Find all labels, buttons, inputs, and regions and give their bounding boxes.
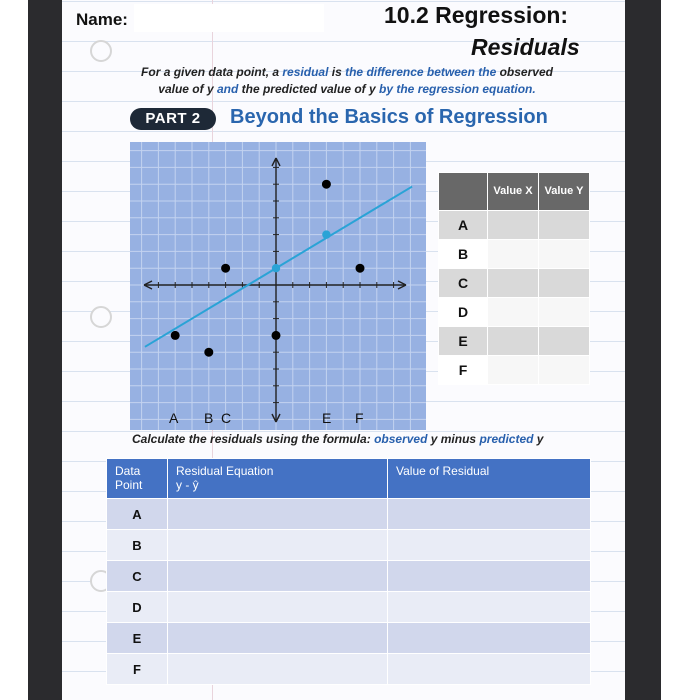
row-label: F bbox=[439, 356, 488, 385]
residual-value-cell[interactable] bbox=[388, 561, 591, 592]
x-value-cell[interactable] bbox=[488, 269, 539, 298]
coordinate-row bbox=[439, 269, 590, 298]
residual-row bbox=[107, 592, 591, 623]
row-label: D bbox=[107, 592, 168, 623]
binder-hole-top bbox=[90, 40, 112, 62]
value-y-header: Value Y bbox=[539, 173, 590, 211]
row-label: C bbox=[439, 269, 488, 298]
value-x-header: Value X bbox=[488, 173, 539, 211]
point-letter-e: E bbox=[322, 410, 332, 426]
residual-value-cell[interactable] bbox=[388, 499, 591, 530]
residual-value-cell[interactable] bbox=[388, 623, 591, 654]
worksheet-title: 10.2 Regression: bbox=[384, 2, 569, 28]
y-value-cell[interactable] bbox=[539, 211, 590, 240]
section-title: Beyond the Basics of Regression bbox=[230, 106, 548, 128]
x-value-cell[interactable] bbox=[488, 211, 539, 240]
row-label: D bbox=[439, 298, 488, 327]
equation-cell[interactable] bbox=[168, 623, 388, 654]
point-letter-f: F bbox=[355, 410, 364, 426]
y-value-cell[interactable] bbox=[539, 327, 590, 356]
data-point bbox=[171, 331, 180, 340]
row-label: C bbox=[107, 561, 168, 592]
residual-row bbox=[107, 499, 591, 530]
residual-row bbox=[107, 654, 591, 685]
residual-equation-header: Residual Equation y - ŷ bbox=[168, 459, 388, 499]
residual-value-cell[interactable] bbox=[388, 654, 591, 685]
data-point bbox=[356, 264, 365, 273]
worksheet-subtitle: Residuals bbox=[471, 34, 580, 60]
data-point bbox=[272, 331, 281, 340]
x-value-cell[interactable] bbox=[488, 298, 539, 327]
regression-line-point bbox=[272, 264, 280, 272]
row-label: A bbox=[107, 499, 168, 530]
device-bezel-right bbox=[625, 0, 661, 700]
coordinate-row bbox=[439, 240, 590, 269]
frame-left bbox=[0, 0, 28, 700]
row-label: B bbox=[439, 240, 488, 269]
y-value-cell[interactable] bbox=[539, 240, 590, 269]
row-label: B bbox=[107, 530, 168, 561]
equation-cell[interactable] bbox=[168, 530, 388, 561]
residual-row bbox=[107, 623, 591, 654]
row-label: F bbox=[107, 654, 168, 685]
y-value-cell[interactable] bbox=[539, 269, 590, 298]
residual-value-cell[interactable] bbox=[388, 530, 591, 561]
equation-cell[interactable] bbox=[168, 654, 388, 685]
equation-cell[interactable] bbox=[168, 561, 388, 592]
residual-value-header: Value of Residual bbox=[388, 459, 591, 499]
data-point-header: Data Point bbox=[107, 459, 168, 499]
data-point bbox=[322, 180, 331, 189]
x-value-cell[interactable] bbox=[488, 356, 539, 385]
frame-right bbox=[661, 0, 685, 700]
residual-row bbox=[107, 561, 591, 592]
part-badge: PART 2 bbox=[130, 108, 216, 130]
coordinate-row bbox=[439, 211, 590, 240]
name-field[interactable] bbox=[134, 4, 324, 32]
residual-instruction: Calculate the residuals using the formula: observed y minus predicted y bbox=[132, 432, 544, 446]
coordinate-row bbox=[439, 327, 590, 356]
point-letter-c: C bbox=[221, 410, 232, 426]
residual-definition: For a given data point, a residual is the difference between the observed value of y and the predicted value of y by the regression equation. bbox=[141, 65, 553, 96]
equation-cell[interactable] bbox=[168, 592, 388, 623]
row-label: E bbox=[107, 623, 168, 654]
coordinate-table bbox=[438, 172, 590, 385]
data-point bbox=[204, 348, 213, 357]
residual-table bbox=[106, 458, 591, 685]
coordinate-row bbox=[439, 356, 590, 385]
row-label: E bbox=[439, 327, 488, 356]
x-value-cell[interactable] bbox=[488, 327, 539, 356]
graph-background bbox=[130, 142, 426, 430]
equation-cell[interactable] bbox=[168, 499, 388, 530]
y-value-cell[interactable] bbox=[539, 298, 590, 327]
x-value-cell[interactable] bbox=[488, 240, 539, 269]
name-label: Name: bbox=[76, 10, 128, 29]
regression-line-point bbox=[322, 230, 330, 238]
coordinate-table-corner bbox=[439, 173, 488, 211]
point-letter-b: B bbox=[204, 410, 214, 426]
residual-row bbox=[107, 530, 591, 561]
device-bezel-left bbox=[28, 0, 62, 700]
residual-value-cell[interactable] bbox=[388, 592, 591, 623]
point-letter-a: A bbox=[169, 410, 179, 426]
coordinate-row bbox=[439, 298, 590, 327]
binder-hole-middle bbox=[90, 306, 112, 328]
row-label: A bbox=[439, 211, 488, 240]
data-point bbox=[221, 264, 230, 273]
y-value-cell[interactable] bbox=[539, 356, 590, 385]
scatter-plot bbox=[130, 142, 426, 430]
